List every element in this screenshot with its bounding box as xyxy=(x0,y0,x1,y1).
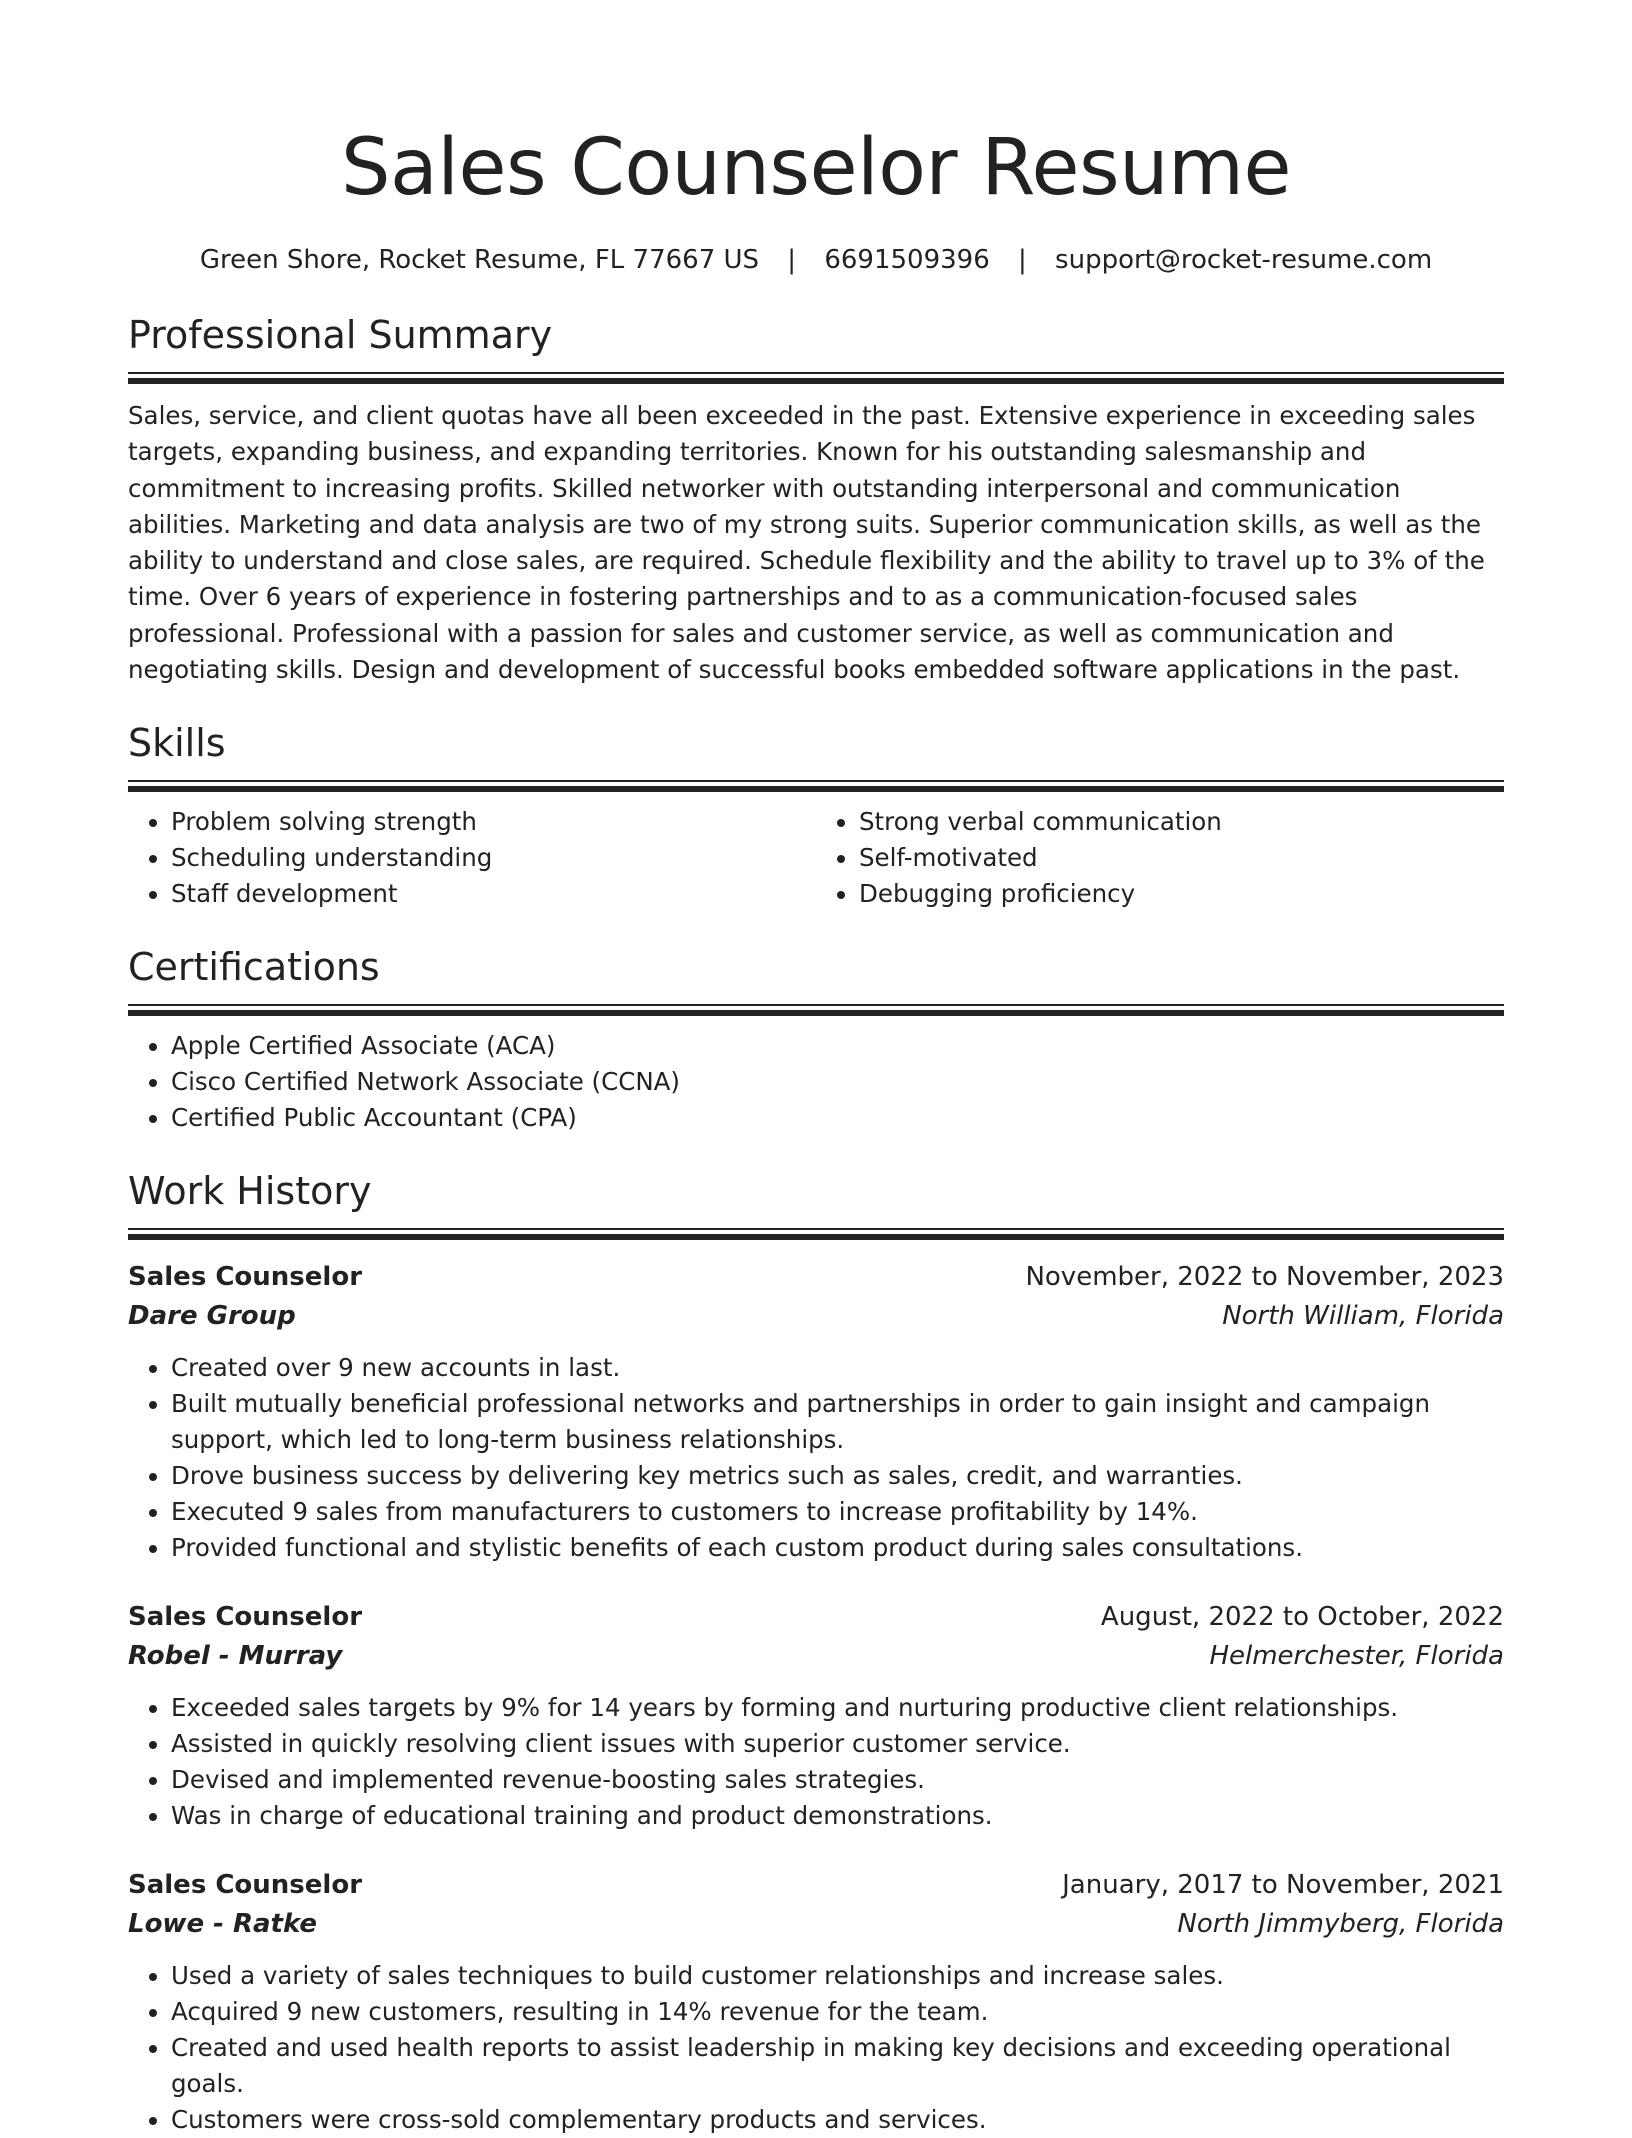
job-title: Sales Counselor xyxy=(128,1870,363,1901)
job-company-row xyxy=(128,1905,1504,1944)
job-company: Lowe - Ratke xyxy=(128,1909,317,1940)
contact-address: Green Shore, Rocket Resume, FL 77667 US xyxy=(199,245,760,275)
job-location: North Jimmyberg, Florida xyxy=(1177,1909,1504,1940)
work-history-section xyxy=(128,1166,1504,2138)
skill-item: • Staff development xyxy=(171,876,816,912)
job-bullet: • Customers were cross-sold complementary products and services. xyxy=(171,2102,1504,2138)
job-bullet: • Built mutually beneficial professional networks and partnerships in order to gain insight and campaign support, which led to long-term business relationships. xyxy=(171,1386,1504,1458)
skills-section xyxy=(128,718,1504,912)
skills-grid xyxy=(128,804,1504,912)
job-dates: January, 2017 to November, 2021 xyxy=(1062,1870,1504,1901)
job-dates: August, 2022 to October, 2022 xyxy=(1100,1602,1504,1633)
job-entry xyxy=(128,1866,1504,2138)
work-history-heading: Work History xyxy=(128,1169,372,1214)
certifications-section xyxy=(128,942,1504,1136)
contact-separator: | xyxy=(787,245,797,275)
job-header-row xyxy=(128,1866,1504,1905)
contact-email: support@rocket-resume.com xyxy=(1055,245,1433,275)
job-bullet: • Created over 9 new accounts in last. xyxy=(171,1350,1504,1386)
job-bullet: • Acquired 9 new customers, resulting in 14% revenue for the team. xyxy=(171,1994,1504,2030)
job-company: Robel - Murray xyxy=(128,1641,343,1672)
contact-line xyxy=(128,240,1504,280)
job-bullets xyxy=(128,1958,1504,2138)
job-bullet: • Drove business success by delivering key metrics such as sales, credit, and warranties. xyxy=(171,1458,1504,1494)
job-entry xyxy=(128,1258,1504,1566)
job-bullet: • Devised and implemented revenue-boosting sales strategies. xyxy=(171,1762,1504,1798)
skills-list-right xyxy=(816,804,1504,912)
job-company-row xyxy=(128,1297,1504,1336)
summary-heading: Professional Summary xyxy=(128,313,553,357)
skills-list-left xyxy=(128,804,816,912)
job-company: Dare Group xyxy=(128,1301,296,1332)
job-location: Helmerchester, Florida xyxy=(1209,1641,1504,1672)
job-bullet: • Exceeded sales targets by 9% for 14 years by forming and nurturing productive client relationships. xyxy=(171,1690,1504,1726)
job-bullet: • Was in charge of educational training and product demonstrations. xyxy=(171,1798,1504,1834)
job-header-row xyxy=(128,1598,1504,1637)
job-bullet: • Used a variety of sales techniques to build customer relationships and increase sales. xyxy=(171,1958,1504,1994)
section-divider xyxy=(128,1004,1504,1016)
certification-item: • Cisco Certified Network Associate (CCNA) xyxy=(171,1064,1504,1100)
contact-separator: | xyxy=(1018,245,1027,275)
job-entry xyxy=(128,1598,1504,1834)
job-location: North William, Florida xyxy=(1222,1301,1504,1332)
job-bullets xyxy=(128,1350,1504,1566)
section-divider xyxy=(128,372,1504,384)
skill-item: • Debugging proficiency xyxy=(859,876,1504,912)
certifications-list xyxy=(128,1028,1504,1136)
job-title: Sales Counselor xyxy=(128,1602,363,1633)
section-divider xyxy=(128,780,1504,792)
summary-section xyxy=(128,310,1504,688)
job-bullet: • Created and used health reports to assist leadership in making key decisions and exceeding operational goals. xyxy=(171,2030,1504,2102)
job-bullet: • Executed 9 sales from manufacturers to customers to increase profitability by 14%. xyxy=(171,1494,1504,1530)
job-bullet: • Assisted in quickly resolving client issues with superior customer service. xyxy=(171,1726,1504,1762)
skill-item: • Strong verbal communication xyxy=(859,804,1504,840)
contact-phone: 6691509396 xyxy=(824,245,990,275)
skill-item: • Problem solving strength xyxy=(171,804,816,840)
skill-item: • Scheduling understanding xyxy=(171,840,816,876)
job-header-row xyxy=(128,1258,1504,1297)
certification-item: • Certified Public Accountant (CPA) xyxy=(171,1100,1504,1136)
job-company-row xyxy=(128,1637,1504,1676)
certification-item: • Apple Certified Associate (ACA) xyxy=(171,1028,1504,1064)
job-bullets xyxy=(128,1690,1504,1834)
skills-heading: Skills xyxy=(128,721,226,766)
job-dates: November, 2022 to November, 2023 xyxy=(1025,1262,1504,1293)
job-bullet: • Provided functional and stylistic benefits of each custom product during sales consultations. xyxy=(171,1530,1504,1566)
summary-text: Sales, service, and client quotas have all been exceeded in the past. Extensive experience in exceeding sales targets, expanding business, and expanding territories. Known for his outstanding salesmanship and commitment to increasing profits. Skilled networker with outstanding interpersonal and communication abilities. Marketing and data analysis are two of my strong suits. Superior communication skills, as well as the ability to understand and close sales, are required. Schedule flexibility and the ability to travel up to 3% of the time. Over 6 years of experience in fostering partnerships and to as a communication-focused sales professional. Professional with a passion for sales and customer service, as well as communication and negotiating skills. Design and development of successful books embedded software applications in the past. xyxy=(128,401,1485,685)
job-title: Sales Counselor xyxy=(128,1262,363,1293)
resume-title: Sales Counselor Resume xyxy=(340,123,1292,213)
skill-item: • Self-motivated xyxy=(859,840,1504,876)
certifications-heading: Certifications xyxy=(128,945,380,990)
section-divider xyxy=(128,1228,1504,1240)
